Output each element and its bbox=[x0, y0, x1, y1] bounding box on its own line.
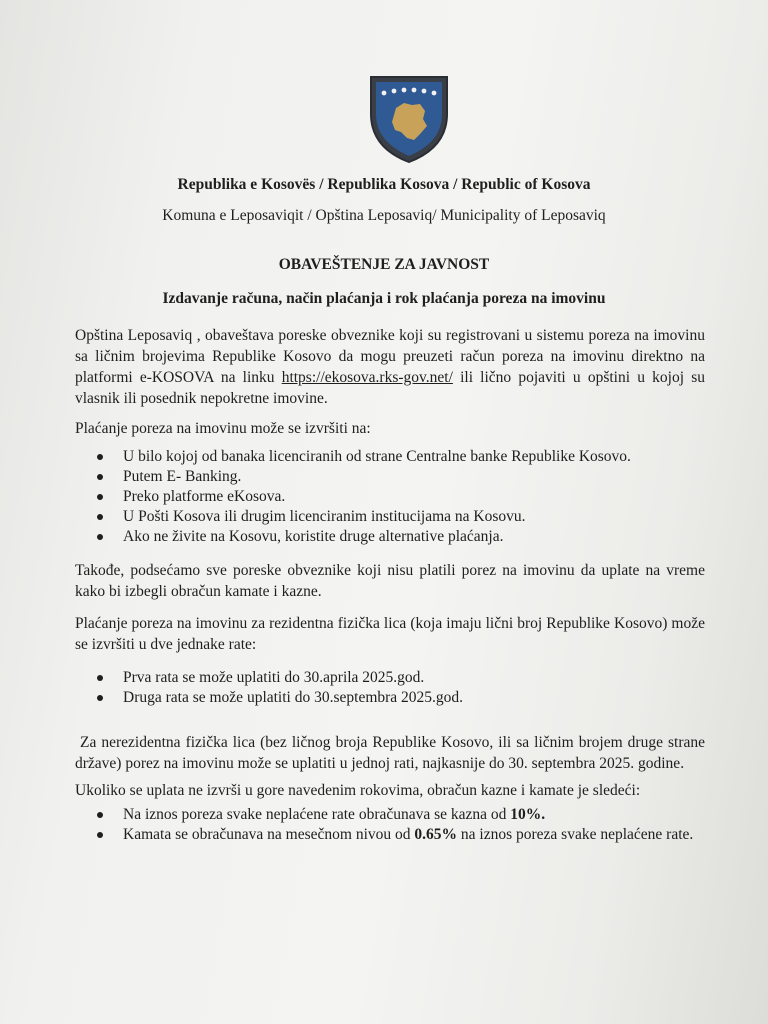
intro-paragraph bbox=[75, 325, 705, 409]
installments-list bbox=[75, 668, 715, 708]
list-item: Na iznos poreza svake neplaćene rate obračunava se kazna od 10%. bbox=[75, 805, 715, 825]
bullet-icon bbox=[97, 454, 103, 460]
header-line-1: Republika e Kosovës / Republika Kosova / Republic of Kosova bbox=[177, 176, 591, 193]
bullet-icon bbox=[97, 514, 103, 520]
list-item: Kamata se obračunava na mesečnom nivou od 0.65% na iznos poreza svake neplaćene rate. bbox=[75, 825, 715, 845]
list-item: U Pošti Kosova ili drugim licenciranim institucijama na Kosovu. bbox=[75, 507, 715, 527]
intro-text-end: ili lično pojaviti u opštini u kojoj su vlasnik ili posednik nepokretne imovine. bbox=[75, 369, 705, 407]
kosovo-coat-of-arms-icon bbox=[368, 74, 450, 164]
bullet-icon bbox=[97, 812, 103, 818]
reminder-paragraph: Takođe, podsećamo sve poreske obveznike koji nisu platili porez na imovinu da uplate na vreme kako bi izbegli obračun kamate i kazne. bbox=[75, 562, 705, 600]
list-item: Preko platforme eKosova. bbox=[75, 487, 715, 507]
list-item: Druga rata se može uplatiti do 30.septembra 2025.god. bbox=[75, 688, 715, 708]
bullet-icon bbox=[97, 675, 103, 681]
list-item: Ako ne živite na Kosovu, koristite druge alternative plaćanja. bbox=[75, 527, 715, 547]
nonresidents-paragraph: Za nerezidentna fizička lica (bez ličnog broja Republike Kosovo, ili sa ličnim brojem druge strane države) porez na imovinu može se uplatiti u jednoj rati, najkasnije do 30. septembra 2025. godine. bbox=[75, 734, 709, 772]
bullet-icon bbox=[97, 534, 103, 540]
payment-methods-list bbox=[75, 447, 715, 547]
bullet-icon bbox=[97, 832, 103, 838]
list-item: Putem E- Banking. bbox=[75, 467, 715, 487]
list-item: Prva rata se može uplatiti do 30.aprila 2025.god. bbox=[75, 668, 715, 688]
intro-text: Opština Leposaviq , obaveštava poreske obveznike koji su registrovani u sistemu poreza na imovinu sa ličnim brojevima Republike Kosovo da mogu preuzeti račun poreza na imovinu direktno na platformi e-KOSOVA na linku bbox=[75, 327, 705, 386]
payment-intro: Plaćanje poreza na imovinu može se izvršiti na: bbox=[75, 420, 371, 437]
penalty-list bbox=[75, 805, 715, 845]
ekosova-link[interactable]: https://ekosova.rks-gov.net/ bbox=[281, 369, 453, 386]
notice-subtitle: Izdavanje računa, način plaćanja i rok plaćanja poreza na imovinu bbox=[162, 290, 606, 307]
penalty-intro: Ukoliko se uplata ne izvrši u gore navedenim rokovima, obračun kazne i kamate je sledeći: bbox=[75, 782, 641, 799]
notice-title: OBAVEŠTENJE ZA JAVNOST bbox=[278, 256, 490, 273]
bullet-icon bbox=[97, 474, 103, 480]
header-line-2: Komuna e Leposaviqit / Opština Leposaviq/ Municipality of Leposaviq bbox=[162, 207, 606, 224]
residents-paragraph: Plaćanje poreza na imovinu za rezidentna fizička lica (koja imaju lični broj Republike Kosovo) može se izvršiti u dve jednake rate: bbox=[75, 615, 705, 653]
list-item: U bilo kojoj od banaka licenciranih od strane Centralne banke Republike Kosovo. bbox=[75, 447, 715, 467]
bullet-icon bbox=[97, 494, 103, 500]
bullet-icon bbox=[97, 695, 103, 701]
